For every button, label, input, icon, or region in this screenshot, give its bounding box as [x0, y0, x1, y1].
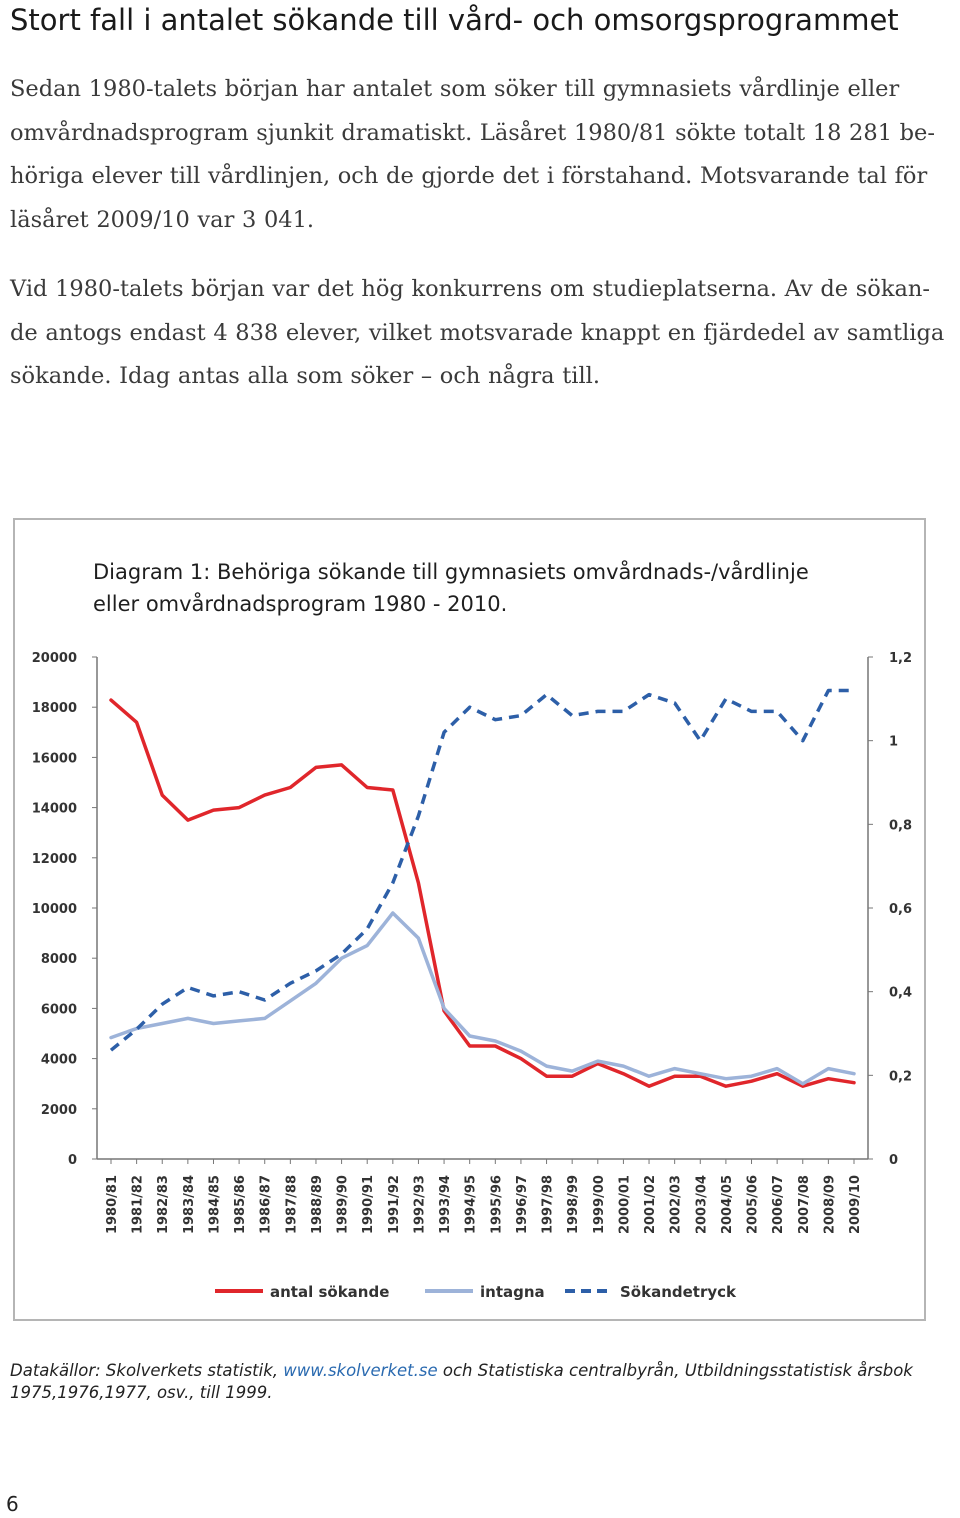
x-tick-label: 1998/99	[566, 1175, 582, 1235]
x-tick-label: 1985/86	[233, 1175, 249, 1235]
paragraph-line: läsåret 2009/10 var 3 041.	[10, 206, 315, 233]
y-tick-label-right: 1	[889, 734, 899, 750]
y-tick-label-left: 8000	[40, 952, 77, 968]
y-tick-label-right: 0	[889, 1153, 899, 1168]
paragraph-line: Sedan 1980-talets början har antalet som söker till gymnasiets vårdlinje eller	[10, 76, 900, 102]
chart-figure	[13, 518, 926, 1321]
source-prefix: Datakällor: Skolverkets statistik,	[10, 1361, 284, 1380]
x-tick-label: 2009/10	[848, 1175, 863, 1235]
page-number: 6	[6, 1492, 19, 1516]
y-tick-label-left: 20000	[31, 651, 77, 666]
x-tick-label: 1983/84	[181, 1175, 197, 1235]
x-tick-label: 1992/93	[412, 1175, 428, 1235]
chart-title-line: Diagram 1: Behöriga sökande till gymnasiets omvårdnads-/vårdlinje	[93, 560, 809, 584]
source-suffix: och Statistiska centralbyrån, Utbildningsstatistisk årsbok	[437, 1361, 913, 1380]
x-tick-label: 1990/91	[361, 1175, 377, 1235]
x-tick-label: 1997/98	[540, 1175, 556, 1235]
paragraph-line: höriga elever till vårdlinjen, och de gjorde det i förstahand. Motsvarande tal för	[10, 163, 928, 189]
paragraph-line: de antogs endast 4 838 elever, vilket motsvarade knappt en fjärdedel av samtliga	[10, 319, 945, 346]
x-tick-label: 2005/06	[745, 1175, 761, 1235]
y-tick-label-left: 6000	[40, 1002, 77, 1018]
y-tick-label-right: 0,4	[889, 985, 913, 1001]
paragraph-2	[10, 268, 955, 399]
paragraph-1	[10, 68, 955, 242]
x-tick-label: 1984/85	[207, 1175, 223, 1235]
x-tick-label: 1993/94	[438, 1175, 454, 1235]
y-tick-label-right: 1,2	[889, 651, 913, 666]
source-note	[10, 1360, 950, 1404]
x-tick-label: 1981/82	[130, 1175, 146, 1235]
y-tick-label-left: 18000	[31, 701, 77, 717]
y-tick-label-right: 0,6	[889, 902, 913, 917]
x-tick-label: 1982/83	[156, 1175, 172, 1235]
legend-label: intagna	[480, 1283, 545, 1301]
x-tick-label: 1994/95	[463, 1175, 479, 1235]
source-line-2: 1975,1976,1977, osv., till 1999.	[10, 1383, 273, 1402]
x-tick-label: 2006/07	[771, 1175, 787, 1235]
x-tick-label: 2004/05	[719, 1175, 735, 1235]
x-tick-label: 2001/02	[643, 1175, 659, 1235]
line-chart	[15, 520, 924, 1319]
x-tick-label: 1996/97	[514, 1175, 530, 1235]
legend-label: Sökandetryck	[620, 1283, 737, 1301]
x-tick-label: 2000/01	[617, 1175, 633, 1235]
page-heading: Stort fall i antalet sökande till vård- och omsorgsprogrammet	[10, 3, 899, 37]
x-tick-label: 2008/09	[822, 1175, 838, 1235]
x-tick-label: 1995/96	[489, 1175, 505, 1235]
paragraph-line: Vid 1980-talets början var det hög konkurrens om studieplatserna. Av de sökan-	[10, 276, 930, 302]
y-tick-label-right: 0,2	[889, 1069, 913, 1085]
series-line-intagna	[111, 913, 854, 1084]
paragraph-line: omvårdnadsprogram sjunkit dramatiskt. Läsåret 1980/81 sökte totalt 18 281 be-	[10, 119, 935, 146]
source-link[interactable]: www.skolverket.se	[283, 1361, 438, 1380]
x-tick-label: 2002/03	[668, 1175, 684, 1235]
legend-label: antal sökande	[270, 1283, 390, 1301]
x-tick-label: 1988/89	[309, 1175, 325, 1235]
series-line-antal-sökande	[111, 700, 854, 1086]
x-tick-label: 1986/87	[258, 1175, 274, 1235]
x-tick-label: 1987/88	[284, 1175, 300, 1235]
x-tick-label: 1980/81	[105, 1175, 120, 1235]
y-tick-label-left: 0	[67, 1153, 77, 1168]
x-tick-label: 1991/92	[386, 1175, 402, 1235]
y-tick-label-left: 4000	[40, 1052, 77, 1068]
y-tick-label-left: 16000	[31, 751, 77, 767]
x-tick-label: 2007/08	[796, 1175, 812, 1235]
x-tick-label: 1989/90	[335, 1175, 351, 1235]
series-line-sökandetryck	[111, 691, 854, 1051]
x-tick-label: 2003/04	[694, 1175, 710, 1235]
y-tick-label-left: 10000	[31, 902, 77, 917]
x-tick-label: 1999/00	[591, 1175, 607, 1235]
paragraph-line: sökande. Idag antas alla som söker – och några till.	[10, 363, 600, 389]
chart-title-line: eller omvårdnadsprogram 1980 - 2010.	[93, 592, 508, 616]
y-tick-label-left: 12000	[31, 851, 77, 867]
y-tick-label-left: 14000	[31, 801, 77, 817]
y-tick-label-left: 2000	[40, 1102, 77, 1118]
y-tick-label-right: 0,8	[889, 818, 913, 834]
